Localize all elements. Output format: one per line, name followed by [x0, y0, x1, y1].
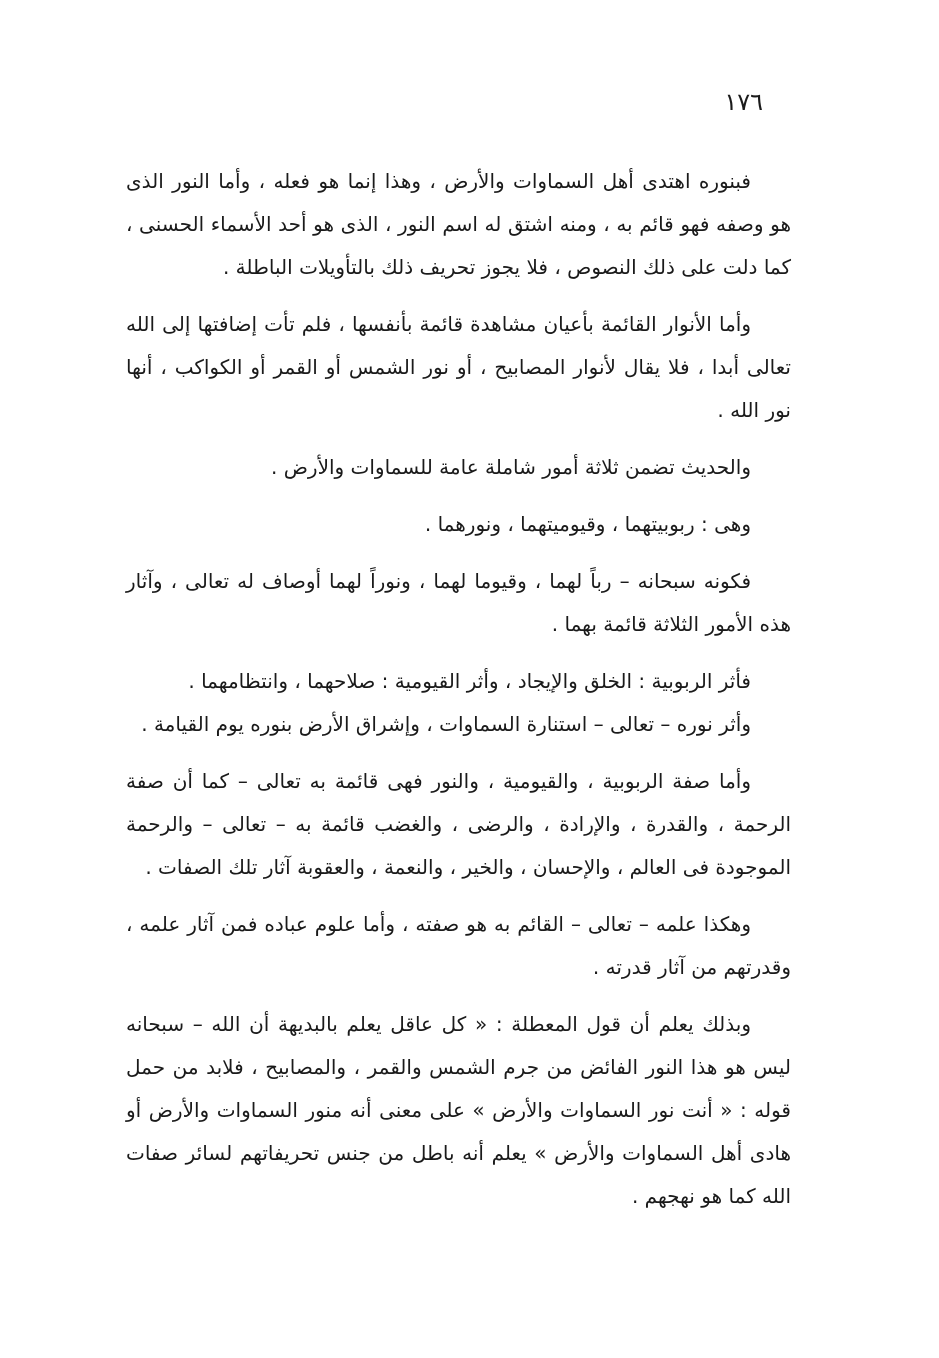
paragraph: وأما الأنوار القائمة بأعيان مشاهدة قائمة بأنفسها ، فلم تأت إضافتها إلى الله تعالى أبدا ، فلا يقال لأنوار المصابيح ، أو نور الشمس أو القمر أو الكواكب ، أنها نور الله . — [126, 312, 791, 422]
paragraph: وبذلك يعلم أن قول المعطلة : « كل عاقل يعلم بالبديهة أن الله – سبحانه ليس هو هذا النور الفائض من جرم الشمس والقمر ، والمصابيح ، فلابد من حمل قوله : « أنت نور السماوات والأرض » على معنى أنه منور السماوات والأرض أو هادى أهل السماوات والأرض » يعلم أنه باطل من جنس تحريفاتهم لسائر صفات الله كما هو نهجهم . — [126, 1012, 791, 1208]
paragraph: وأما صفة الربوبية ، والقيومية ، والنور فهى قائمة به تعالى – كما أن صفة الرحمة ، والقدرة ، والإرادة ، والرضى ، والغضب قائمة به – تعالى – والرحمة الموجودة فى العالم ، والإحسان ، والخير ، والنعمة ، والعقوبة آثار تلك الصفات . — [126, 769, 791, 879]
page-body — [126, 160, 791, 1232]
paragraph: وهكذا علمه – تعالى – القائم به هو صفته ، وأما علوم عباده فمن آثار علمه ، وقدرتهم من آثار قدرته . — [126, 912, 791, 979]
paragraph: والحديث تضمن ثلاثة أمور شاملة عامة للسماوات والأرض . — [271, 455, 751, 479]
paragraph: فأثر الربوبية : الخلق والإيجاد ، وأثر القيومية : صلاحهما ، وانتظامهما . — [188, 669, 751, 693]
paragraph: فبنوره اهتدى أهل السماوات والأرض ، وهذا إنما هو فعله ، وأما النور الذى هو وصفه فهو قائم به ، ومنه اشتق له اسم النور ، الذى هو أحد الأسماء الحسنى ، كما دلت على ذلك النصوص ، فلا يجوز تحريف ذلك بالتأويلات الباطلة . — [126, 169, 791, 279]
paragraph: فكونه سبحانه – رباً لهما ، وقيوما لهما ، ونوراً لهما أوصاف له تعالى ، وآثار هذه الأمور الثلاثة قائمة بهما . — [126, 569, 791, 636]
paragraph: وهى : ربوبيتهما ، وقيوميتهما ، ونورهما . — [424, 512, 751, 536]
page-number: ١٧٦ — [724, 88, 763, 116]
paragraph: وأثر نوره – تعالى – استنارة السماوات ، وإشراق الأرض بنوره يوم القيامة . — [141, 712, 751, 736]
